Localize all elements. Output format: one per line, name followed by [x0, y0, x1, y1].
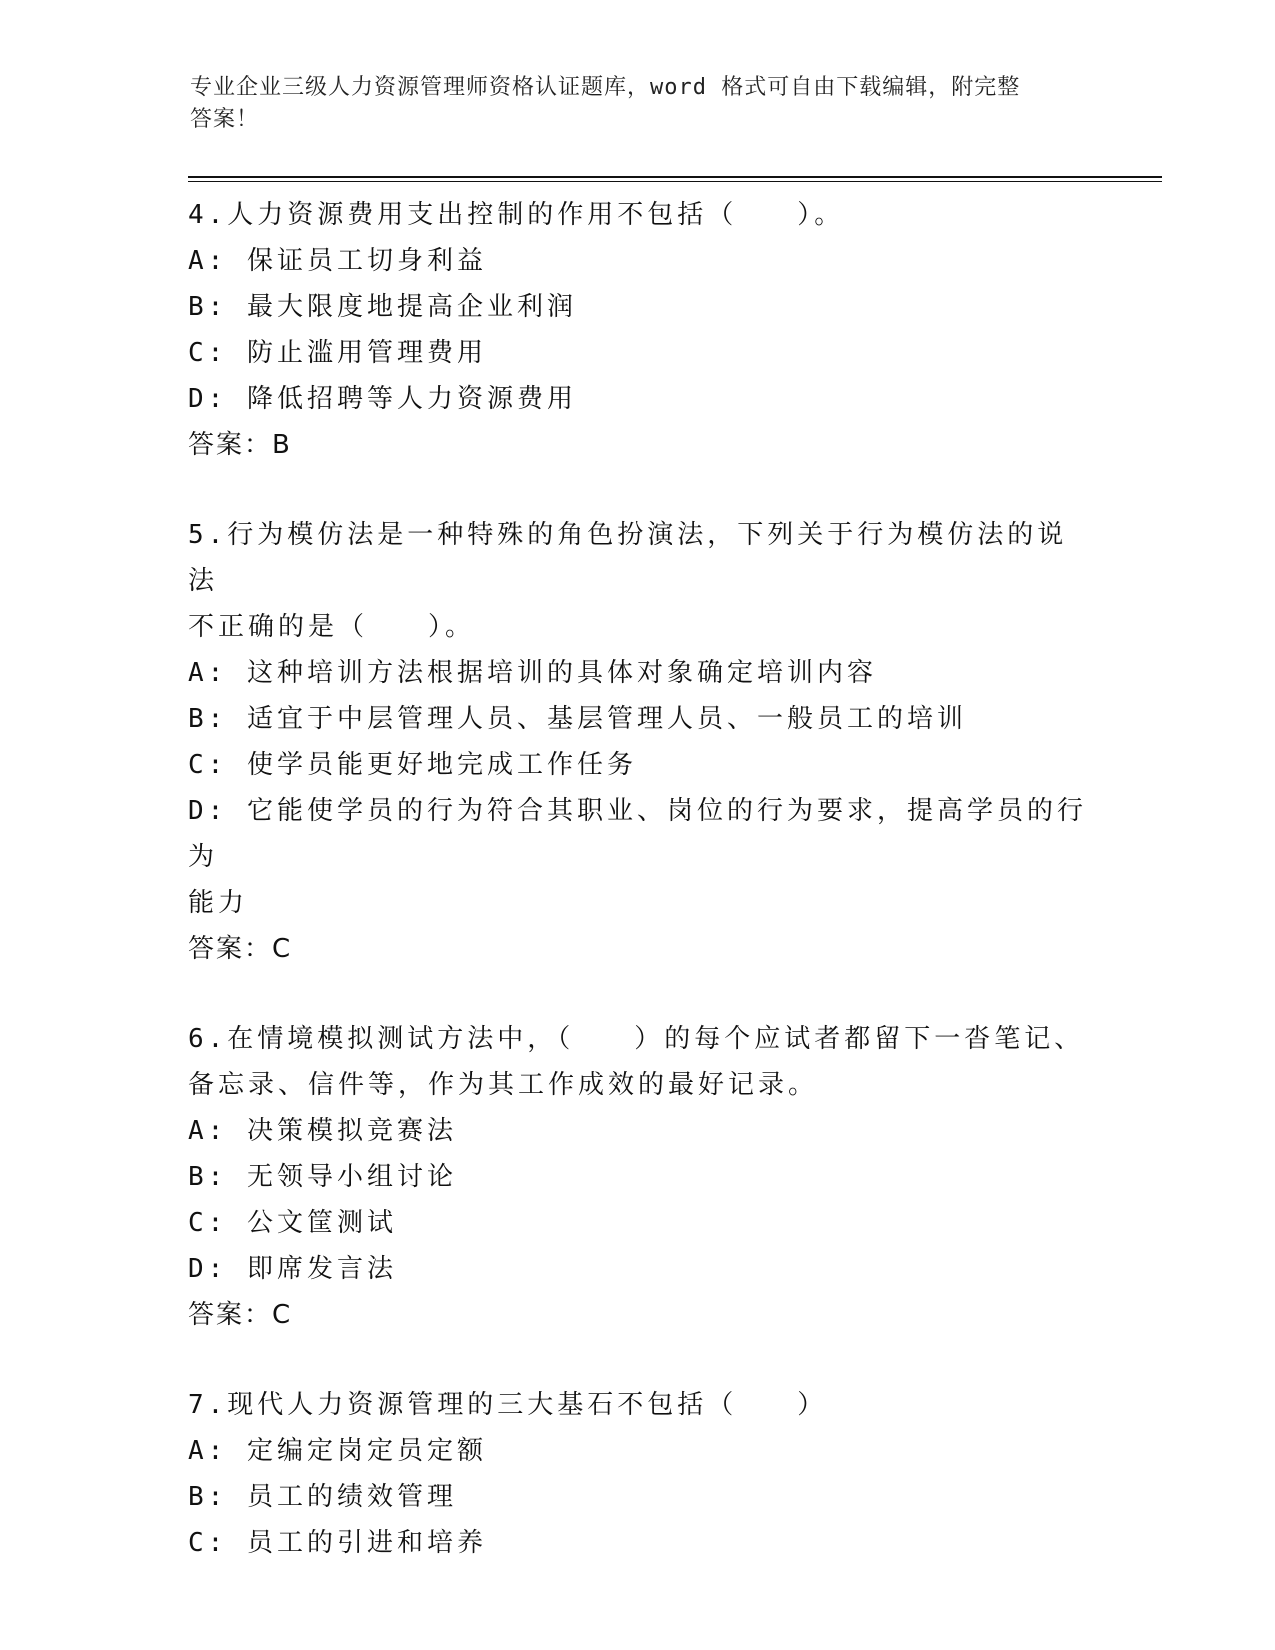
question-5 — [188, 512, 1088, 972]
question-stem: 6.在情境模拟测试方法中，（ ）的每个应试者都留下一沓笔记、 — [188, 1024, 1085, 1054]
option-c: C: 使学员能更好地完成工作任务 — [188, 750, 637, 780]
option-a: A: 保证员工切身利益 — [188, 246, 487, 276]
option-a: A: 这种培训方法根据培训的具体对象确定培训内容 — [188, 658, 877, 688]
option-b: B: 无领导小组讨论 — [188, 1162, 457, 1192]
question-stem: 7.现代人力资源管理的三大基石不包括（ ） — [188, 1390, 828, 1420]
header-line-2: 答案！ — [190, 107, 260, 132]
option-b: B: 最大限度地提高企业利润 — [188, 292, 577, 322]
question-stem-continued: 备忘录、信件等，作为其工作成效的最好记录。 — [188, 1070, 819, 1100]
option-c: C: 员工的引进和培养 — [188, 1528, 487, 1558]
option-a: A: 决策模拟竞赛法 — [188, 1116, 457, 1146]
header-line-1: 专业企业三级人力资源管理师资格认证题库，word 格式可自由下载编辑，附完整 — [190, 75, 1021, 100]
question-list — [188, 192, 1088, 1566]
header-divider-thin — [188, 181, 1162, 182]
answer: 答案：C — [188, 934, 293, 964]
option-d: D: 即席发言法 — [188, 1254, 397, 1284]
option-c: C: 公文筐测试 — [188, 1208, 397, 1238]
header-divider-thick — [188, 176, 1162, 178]
question-stem-continued: 不正确的是（ ）。 — [188, 612, 476, 642]
option-d: D: 它能使学员的行为符合其职业、岗位的行为要求，提高学员的行为 — [188, 796, 1087, 872]
question-stem: 5.行为模仿法是一种特殊的角色扮演法，下列关于行为模仿法的说法 — [188, 520, 1068, 596]
option-d-continued: 能力 — [188, 888, 249, 918]
option-a: A: 定编定岗定员定额 — [188, 1436, 487, 1466]
question-stem: 4.人力资源费用支出控制的作用不包括（ ）。 — [188, 200, 845, 230]
answer: 答案：C — [188, 1300, 293, 1330]
option-b: B: 适宜于中层管理人员、基层管理人员、一般员工的培训 — [188, 704, 967, 734]
option-c: C: 防止滥用管理费用 — [188, 338, 487, 368]
question-6 — [188, 1016, 1088, 1338]
answer: 答案：B — [188, 430, 292, 460]
option-b: B: 员工的绩效管理 — [188, 1482, 457, 1512]
option-d: D: 降低招聘等人力资源费用 — [188, 384, 577, 414]
document-header — [190, 72, 1090, 136]
question-7 — [188, 1382, 1088, 1566]
question-4 — [188, 192, 1088, 468]
